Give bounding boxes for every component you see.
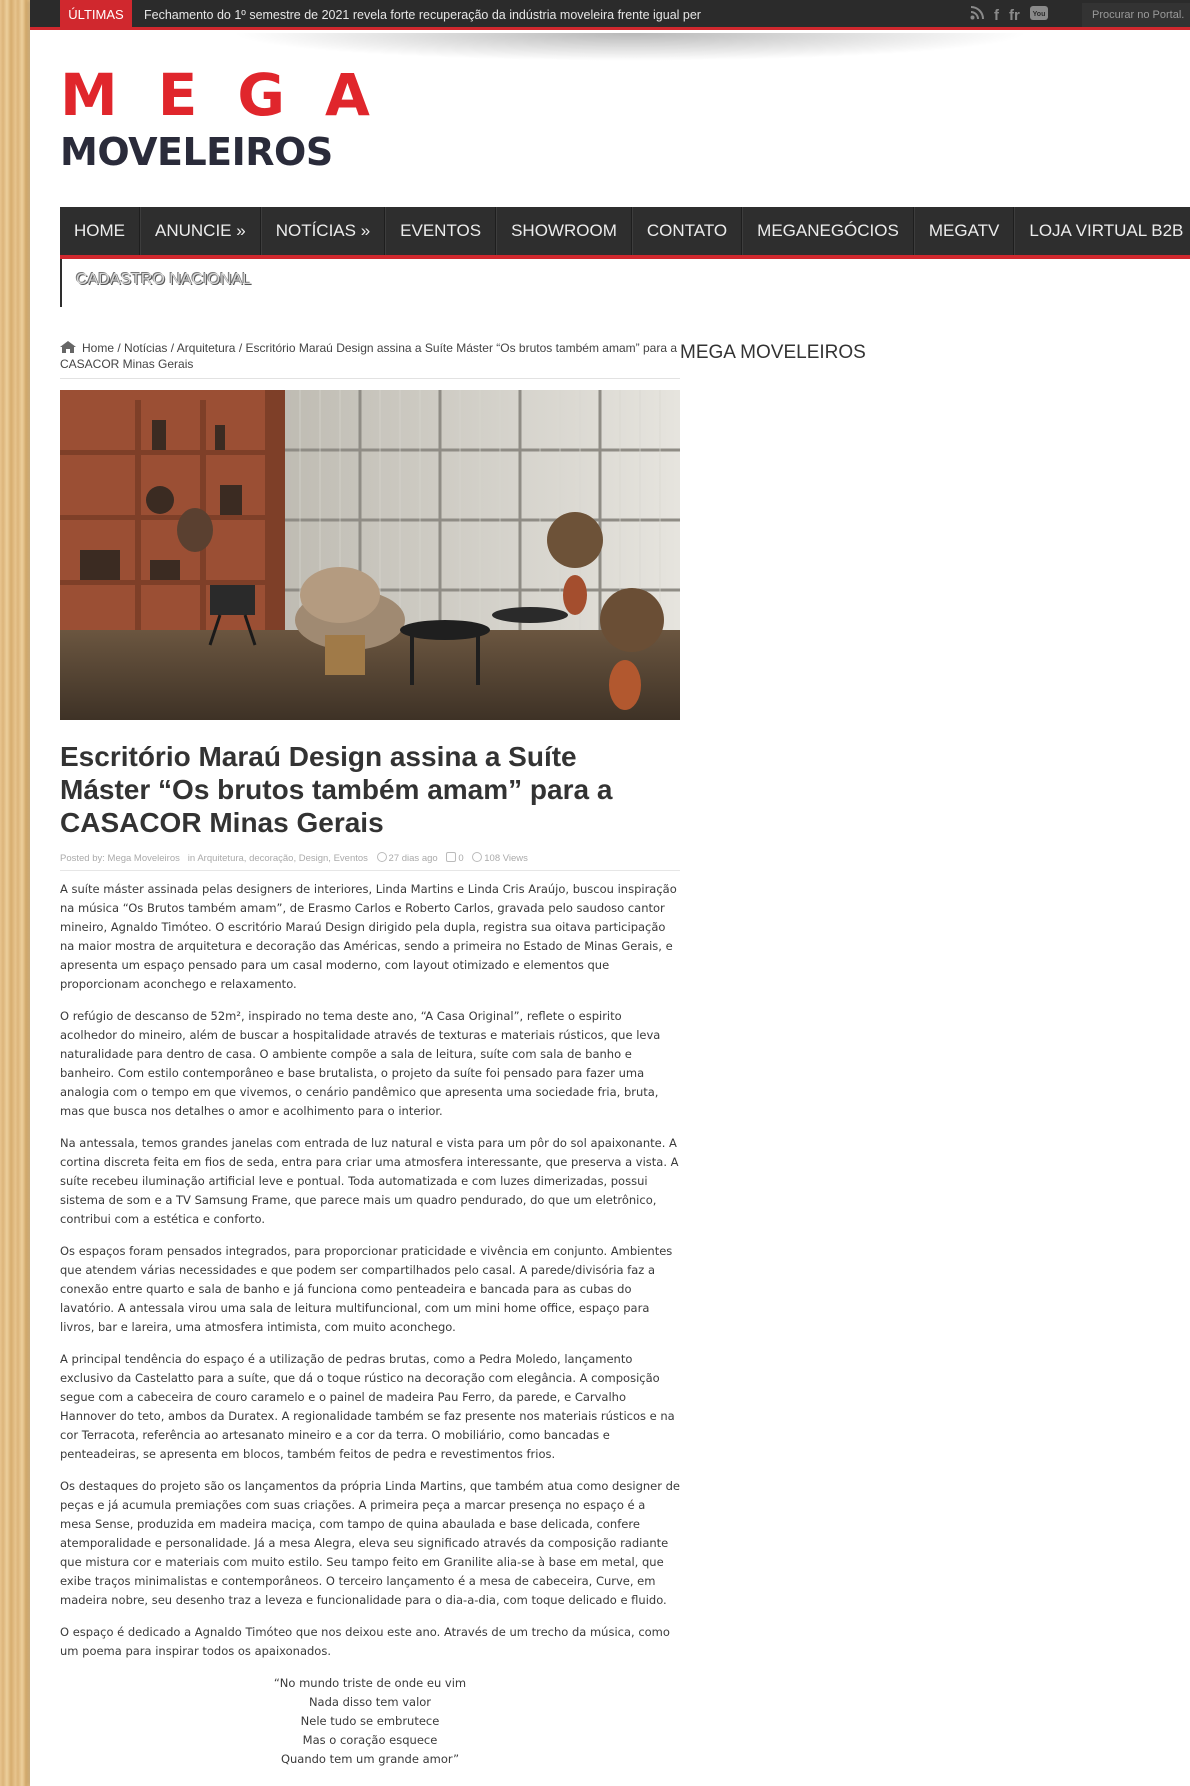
nav-contato[interactable]: CONTATO [632, 207, 742, 255]
categories-links[interactable]: Arquitetura, decoração, Design, Eventos [197, 853, 368, 864]
nav-noticias[interactable]: NOTÍCIAS » [261, 207, 385, 255]
paragraph: O refúgio de descanso de 52m², inspirado no tema deste ano, “A Casa Original”, reflete o espirito acolhedor do mineiro, além de buscar a hospitalidade através de texturas e materiais rústicos, que leva naturalidade para dentro de casa. O ambiente compõe a sala de leitura, suíte com sala de banho e banheiro. Com estilo contemporâneo e base brutalista, o projeto da suíte foi pensado para fazer uma analogia com o tempo em que vivemos, o cenário pandêmico que apresenta uma sociedade fria, bruta, mas que busca nos detalhes o amor e acolhimento para o interior. [60, 1009, 661, 1118]
author-link[interactable]: Mega Moveleiros [107, 853, 180, 864]
nav-loja-virtual[interactable]: LOJA VIRTUAL B2B [1014, 207, 1190, 255]
top-bar [30, 0, 1190, 30]
paragraph: Os espaços foram pensados integrados, para proporcionar praticidade e vivência em conjunto. Ambientes que atendem várias necessidades e que podem ser compartilhados pelo casal. A parede/divisória faz a conexão entre quarto e sala de banho e já funciona como penteadeira e bancada para as cubas do lavatório. A antessala virou uma sala de leitura multifuncional, com um mini home office, espaço para livros, bar e lareira, uma atmosfera intimista, com muito aconchego. [60, 1244, 673, 1334]
nav-home[interactable]: HOME [60, 207, 140, 255]
youtube-icon[interactable] [1030, 6, 1048, 24]
svg-text:You: You [1032, 11, 1046, 18]
breadcrumb [60, 340, 680, 379]
nav-megatv[interactable]: MEGATV [914, 207, 1015, 255]
paragraph: Na antessala, temos grandes janelas com entrada de luz natural e vista para um pôr do sol apaixonante. A cortina discreta feita em fios de seda, entra para criar uma atmosfera interessante, que preserva a vista. A suíte recebeu iluminação artificial leve e pontual. Toda automatizada e com luzes dimerizadas, possui sistema de som e a TV Samsung Frame, que parece mais um quadro pendurado, do que um eletrônico, contribui com a estética e conforto. [60, 1136, 679, 1226]
nav-anuncie[interactable]: ANUNCIE » [140, 207, 261, 255]
logo-moveleiros[interactable]: MOVELEIROS [60, 130, 333, 174]
rss-icon[interactable] [970, 6, 984, 24]
header-shadow [230, 33, 1030, 61]
view-count: 108 Views [484, 853, 528, 864]
flickr-icon[interactable]: fr [1009, 6, 1020, 24]
breadcrumb-arquitetura[interactable]: Arquitetura [176, 341, 236, 355]
sub-nav [60, 259, 260, 307]
article-title: Escritório Maraú Design assina a Suíte Máster “Os brutos também amam” para a CASACOR Minas Gerais [60, 741, 613, 838]
breadcrumb-home[interactable]: Home [82, 341, 115, 355]
poem-line: Nada disso tem valor [308, 1695, 432, 1709]
breadcrumb-separator: / [238, 341, 243, 355]
page [30, 0, 1190, 1786]
breadcrumb-separator: / [170, 341, 175, 355]
posted-by-label: Posted by: [60, 853, 105, 864]
nav-meganegocios[interactable]: MEGANEGÓCIOS [742, 207, 914, 255]
paragraph: A suíte máster assinada pelas designers de interiores, Linda Martins e Linda Cris Araújo, buscou inspiração na música “Os Brutos também amam”, de Erasmo Carlos e Roberto Carlos, gravada pelo saudoso cantor mineiro, Agnaldo Timóteo. O escritório Maraú Design dirigido pela dupla, registra sua oitava participação na maior mostra de arquitetura e decoração das Américas, sendo a primeira no Estado de Minas Gerais, e apresenta um espaço pensado para um casal moderno, com layout otimizado e elementos que proporcionam aconchego e relaxamento. [60, 882, 677, 991]
paragraph: Os destaques do projeto são os lançamentos da própria Linda Martins, que também atua como designer de peças e já acumula premiações com suas criações. A primeira peça a marcar presença no espaço é a mesa Sense, produzida em madeira maciça, com tampo de quina abaulada e base delicada, confere atemporalidade e personalidade. Já a mesa Alegra, eleva seu significado através da composição radiante que mistura cor e materiais com muito estilo. Seu tampo feito em Granilite alia-se à base em metal, que exibe traços minimalistas e contemporâneos. O terceiro lançamento é a mesa de cabeceira, Curve, em madeira nobre, seu desenho traz a leveza e funcionalidade para o dia-a-dia, com toque delicado e fluido. [60, 1479, 680, 1607]
main-nav [60, 207, 1190, 259]
logo-mega[interactable]: MEGA [60, 61, 410, 129]
article-meta [60, 852, 680, 871]
nav-showroom[interactable]: SHOWROOM [496, 207, 632, 255]
in-label: in [187, 853, 196, 864]
social-icons [970, 0, 1048, 30]
breadcrumb-separator: / [117, 341, 121, 355]
news-ticker[interactable]: Fechamento do 1º semestre de 2021 revela forte recuperação da indústria moveleira frente igual per [144, 8, 701, 22]
eye-icon [472, 852, 482, 862]
clock-icon [377, 852, 387, 862]
latest-news-label: ÚLTIMAS [60, 0, 132, 30]
breadcrumb-current: Escritório Maraú Design assina a Suíte Máster “Os brutos também amam” para a CASACOR Minas Gerais [60, 341, 677, 371]
article-hero-image [60, 390, 680, 720]
search-input[interactable]: Procurar no Portal. [1082, 3, 1190, 27]
comment-count[interactable]: 0 [458, 853, 464, 864]
poem-line: Mas o coração esquece [302, 1733, 438, 1747]
breadcrumb-noticias[interactable]: Notícias [124, 341, 168, 355]
poem-line: Nele tudo se embrutece [300, 1714, 440, 1728]
poem-line: “No mundo triste de onde eu vim [273, 1676, 467, 1690]
poem-line: Quando tem um grande amor” [280, 1752, 460, 1766]
home-icon [60, 341, 76, 353]
post-date: 27 dias ago [388, 853, 438, 864]
article-body [60, 880, 680, 1769]
comment-icon [446, 852, 456, 862]
sidebar-title: MEGA MOVELEIROS [680, 342, 866, 363]
facebook-icon[interactable]: f [994, 6, 999, 24]
poem [60, 1674, 680, 1769]
paragraph: A principal tendência do espaço é a utilização de pedras brutas, como a Pedra Moledo, lançamento exclusivo da Castelatto para a suíte, que dá o toque rústico na decoração com elegância. A composição segue com a cabeceira de couro caramelo e o painel de madeira Pau Ferro, da parede, e Carvalho Hannover do teto, ambos da Duratex. A regionalidade também se faz presente nos materiais rústicos e na cor Terracota, referência ao artesanato mineiro e a cor da terra. O mobiliário, como bancadas e penteadeiras, se apresenta em blocos, também feitos de pedra e revestimentos frios. [60, 1352, 675, 1461]
nav-cadastro-nacional[interactable]: CADASTRO NACIONAL [76, 271, 252, 288]
nav-eventos[interactable]: EVENTOS [385, 207, 496, 255]
paragraph: O espaço é dedicado a Agnaldo Timóteo que nos deixou este ano. Através de um trecho da música, como um poema para inspirar todos os apaixonados. [60, 1625, 670, 1658]
